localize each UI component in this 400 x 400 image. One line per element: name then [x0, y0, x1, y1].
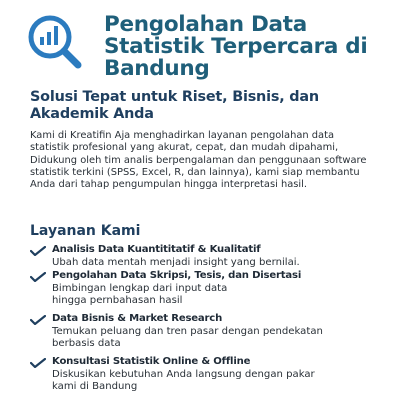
service-title: Analisis Data Kuantititatif & Kualitatif: [52, 244, 261, 255]
service-title: Konsultasi Statistik Online & Offline: [52, 356, 251, 367]
page-title: Pengolahan Data Statistik Terpercara di Bandung: [104, 12, 368, 81]
check-icon: [30, 272, 46, 282]
magnifier-chart-icon: [24, 12, 84, 70]
service-description: Bimbingan lengkap dari input data hingga pernbahasan hasil: [52, 283, 228, 307]
check-icon: [30, 315, 46, 325]
service-description: Temukan peluang dan tren pasar dengan pendekatan berbasis data: [52, 326, 323, 350]
service-title: Pengolahan Data Skripsi, Tesis, dan Disertasi: [52, 270, 302, 281]
service-description: Ubah data mentah menjadi insight yang bernilai.: [52, 257, 300, 268]
intro-paragraph: Kami di Kreatifin Aja menghadirkan layanan pengolahan data statistik profesional yang akurat, cepat, dan mudah dipahami, Didukung oleh tim analis berpengalaman dan penggunaan software statistik terkini (SPSS, Excel, R, dan lainnya), kami siap membantu Anda dari tahap pengumpulan hingga interpretasi hasil.: [30, 130, 367, 191]
check-icon: [30, 246, 46, 256]
service-description: Diskusikan kebutuhan Anda langsung dengan pakar kami di Bandung: [52, 369, 315, 393]
check-icon: [30, 358, 46, 368]
service-title: Data Bisnis & Market Research: [52, 313, 223, 324]
page-subtitle: Solusi Tepat untuk Riset, Bisnis, dan Akademik Anda: [30, 89, 319, 122]
services-heading: Layanan Kami: [30, 223, 141, 239]
